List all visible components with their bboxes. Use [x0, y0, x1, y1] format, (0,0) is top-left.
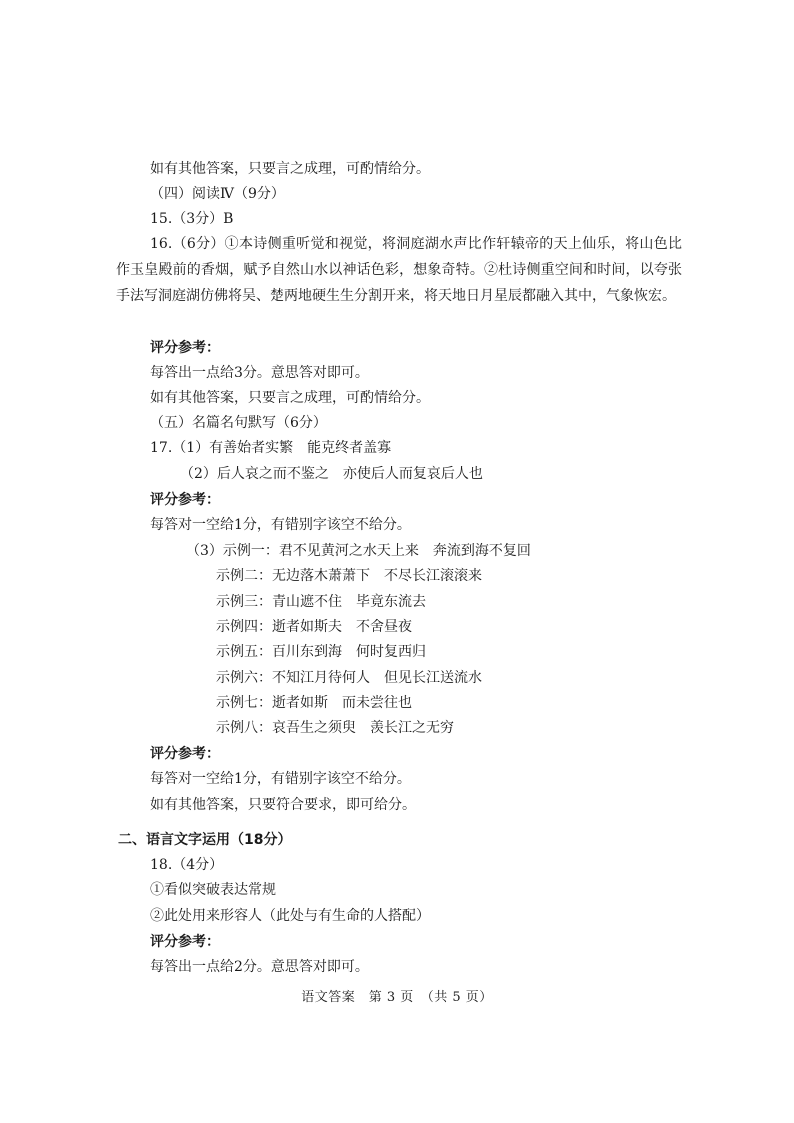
q17-part2: （2）后人哀之而不鉴之 亦使后人而复哀后人也 [180, 466, 483, 482]
section-4-title: （四）阅读Ⅳ（9分） [150, 186, 285, 202]
scoring-rule: 每答出一点给2分。意思答对即可。 [150, 959, 369, 975]
q17-part3-example: 示例六：不知江月待何人 但见长江送流水 [216, 670, 482, 686]
scoring-reference-heading: 评分参考： [150, 340, 220, 356]
q18-heading: 18.（4分） [150, 857, 224, 873]
other-answers-note: 如有其他答案，只要言之成理，可酌情给分。 [150, 161, 430, 177]
scoring-rule: 如有其他答案，只要符合要求，即可给分。 [150, 797, 416, 813]
q16-answer: 16.（6分）①本诗侧重听觉和视觉，将洞庭湖水声比作轩辕帝的天上仙乐，将山色比作玉皇殿前的香烟，赋予自然山水以神话色彩，想象奇特。②杜诗侧重空间和时间，以夸张手法写洞庭湖仿佛将吴、楚两地硬生生分割开来，将天地日月星辰都融入其中，气象恢宏。 [116, 236, 682, 304]
scoring-rule: 每答出一点给3分。意思答对即可。 [150, 365, 369, 381]
q17-part3-example: （3）示例一：君不见黄河之水天上来 奔流到海不复回 [186, 543, 531, 559]
q17-part3-example: 示例五：百川东到海 何时复西归 [216, 644, 426, 660]
q18-point-1: ①看似突破表达常规 [150, 882, 276, 898]
scoring-rule: 每答对一空给1分，有错别字该空不给分。 [150, 517, 411, 533]
q17-part3-example: 示例三：青山遮不住 毕竟东流去 [216, 594, 426, 610]
q17-part3-example: 示例七：逝者如斯 而未尝往也 [216, 695, 412, 711]
q17-part3-example: 示例二：无边落木萧萧下 不尽长江滚滚来 [216, 568, 482, 584]
scoring-reference-heading: 评分参考： [150, 746, 220, 762]
page-footer: 语文答案 第 3 页 （共 5 页） [301, 990, 493, 1005]
scoring-reference-heading: 评分参考： [150, 492, 220, 508]
q15-answer: 15.（3分）B [150, 211, 234, 227]
other-answers-note: 如有其他答案，只要言之成理，可酌情给分。 [150, 390, 430, 406]
q17-part1: 17.（1）有善始者实繁 能克终者盖寡 [150, 440, 392, 456]
scoring-rule: 每答对一空给1分，有错别字该空不给分。 [150, 771, 411, 787]
scoring-reference-heading: 评分参考： [150, 934, 220, 950]
q17-part3-example: 示例八：哀吾生之须臾 羡长江之无穷 [216, 720, 454, 736]
section-2-title: 二、语言文字运用（18分） [118, 832, 292, 848]
q18-point-2: ②此处用来形容人（此处与有生命的人搭配） [150, 908, 430, 924]
q17-part3-example: 示例四：逝者如斯夫 不舍昼夜 [216, 619, 412, 635]
section-5-title: （五）名篇名句默写（6分） [150, 415, 327, 431]
